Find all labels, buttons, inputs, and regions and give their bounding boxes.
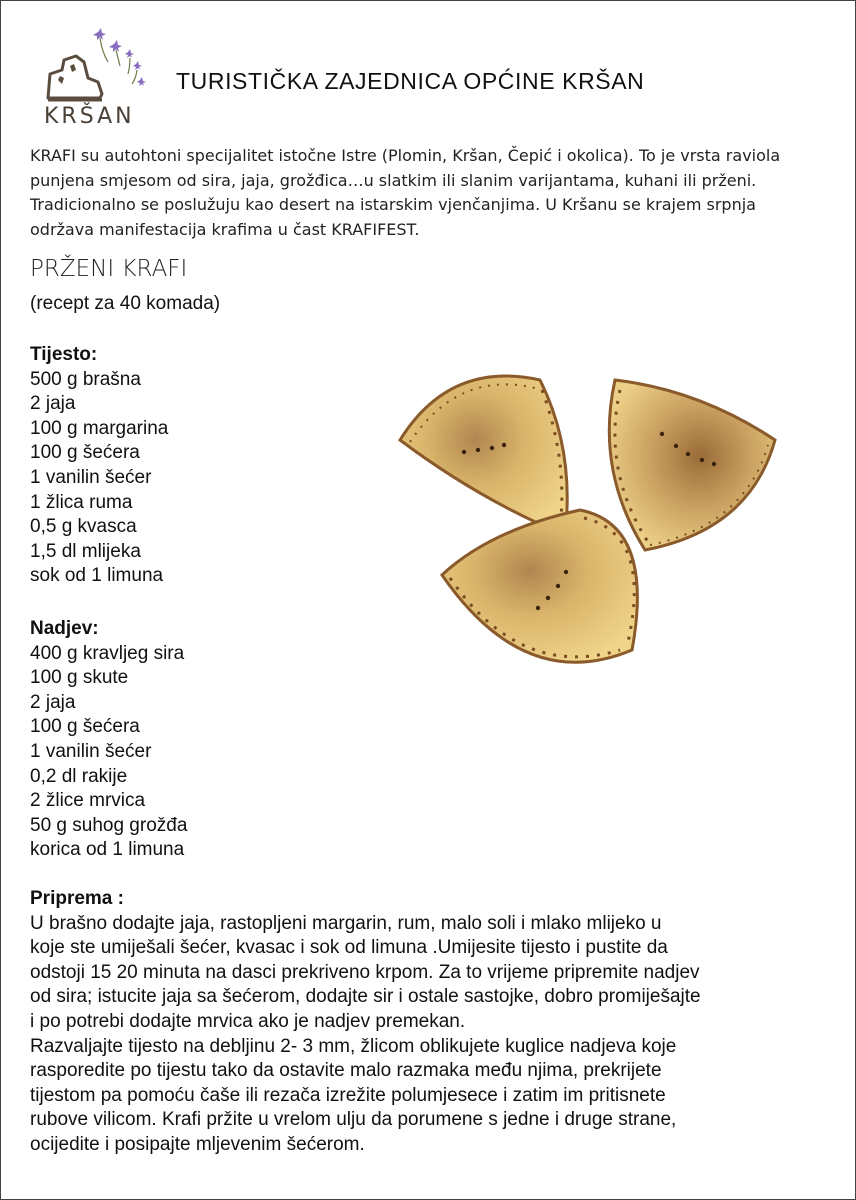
ingredient-item: 0,2 dl rakije (30, 765, 128, 787)
ingredient-item: 2 jaja (30, 393, 76, 415)
ingredient-item: 2 jaja (30, 691, 76, 713)
intro-paragraph (30, 144, 830, 242)
preparation-line: od sira; istucite jaja sa šećerom, dodajte sir i ostale sastojke, dobro promiješajte (30, 986, 701, 1008)
ingredient-item: 2 žlice mrvica (30, 790, 146, 812)
filling-section (30, 617, 187, 863)
preparation-line: koje ste umiješali šećer, kvasac i sok od limuna .Umijesite tijesto i pustite da (30, 937, 668, 959)
ingredient-item: 100 g skute (30, 667, 129, 689)
preparation-line: i po potrebi dodajte mrvica ako je nadjev premekan. (30, 1010, 466, 1032)
preparation-line: ocijedite i posipajte mljevenim šećerom. (30, 1133, 365, 1155)
logo-wordmark: KRŠAN (44, 104, 135, 129)
preparation-line: tijestom pa pomoću čaše ili rezača izrežite polumjesece i zatim im pritisnete (30, 1084, 666, 1106)
recipe-title: PRŽENI KRAFI (30, 256, 188, 282)
pastry-right (609, 380, 775, 550)
intro-line: Tradicionalno se poslužuju kao desert na istarskim vjenčanjima. U Kršanu se krajem srpnja (30, 195, 756, 214)
preparation-section (30, 887, 830, 1158)
dough-heading: Tijesto: (30, 344, 98, 365)
ingredient-item: 100 g šećera (30, 716, 140, 738)
ingredient-item: 1 žlica ruma (30, 491, 133, 513)
ingredient-item: 0,5 g kvasca (30, 516, 137, 538)
ingredient-item: korica od 1 limuna (30, 839, 185, 861)
ingredient-item: 1 vanilin šećer (30, 740, 152, 762)
ingredient-item: 100 g margarina (30, 417, 169, 439)
intro-line: punjena smjesom od sira, jaja, grožđica…u slatkim ili slanim varijantama, kuhani ili prženi. (30, 170, 757, 190)
preparation-line: rubove vilicom. Krafi pržite u vrelom ulju da porumene s jedne i druge strane, (30, 1109, 677, 1131)
pastry-left (400, 376, 567, 535)
preparation-line: odstoji 15 20 minuta na dasci prekriveno krpom. Za to vrijeme pripremite nadjev (30, 961, 700, 983)
intro-line: KRAFI su autohtoni specijalitet istočne Istre (Plomin, Kršan, Čepić i okolica). To je vrsta raviola (30, 146, 781, 165)
pastry-bottom (442, 510, 637, 662)
preparation-line: Razvaljajte tijesto na debljinu 2- 3 mm, žlicom oblikujete kuglice nadjeva koje (30, 1035, 677, 1057)
preparation-line: rasporedite po tijestu tako da ostavite malo razmaka među njima, prekrijete (30, 1060, 662, 1082)
preparation-line: U brašno dodajte jaja, rastopljeni margarin, rum, malo soli i mlako mlijeko u (30, 912, 662, 934)
intro-line: održava manifestacija krafima u čast KRAFIFEST. (30, 219, 420, 239)
recipe-yield: (recept za 40 komada) (30, 293, 221, 314)
filling-ingredients (30, 642, 187, 863)
organization-title: TURISTIČKA ZAJEDNICA OPĆINE KRŠAN (176, 68, 645, 94)
ingredient-item: 100 g šećera (30, 442, 140, 464)
ingredient-item: 1,5 dl mlijeka (30, 540, 141, 562)
dough-ingredients (30, 368, 168, 589)
ingredient-item: 1 vanilin šećer (30, 466, 152, 488)
ingredient-item: sok od 1 limuna (30, 565, 164, 587)
krafi-illustration (370, 350, 800, 700)
ingredient-item: 50 g suhog grožđa (30, 814, 188, 836)
filling-heading: Nadjev: (30, 618, 99, 639)
dough-section (30, 343, 168, 589)
preparation-heading: Priprema : (30, 888, 124, 909)
ingredient-item: 400 g kravljeg sira (30, 642, 185, 664)
ingredient-item: 500 g brašna (30, 368, 141, 390)
